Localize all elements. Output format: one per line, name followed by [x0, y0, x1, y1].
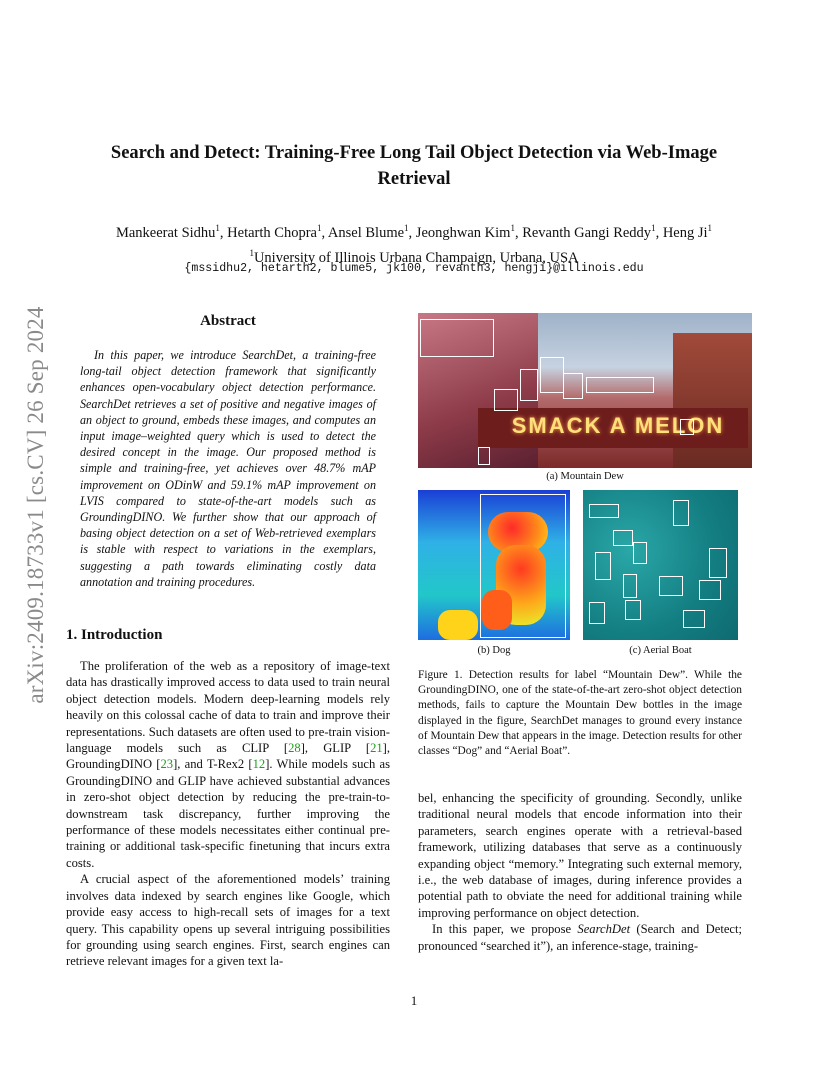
detection-box [673, 500, 689, 526]
detection-box [625, 600, 641, 620]
detection-box [623, 574, 637, 598]
figure-image-mountain-dew [418, 313, 752, 468]
subcaption-dog: (b) Dog [477, 645, 511, 656]
intro-paragraph-3: bel, enhancing the specificity of grounding. Secondly, unlike traditional neural models that encode information into their parameters, search engines operate with a retrieval-based framework, utilizing databases that serve as a continuously expanding object “memory.” Integrating such external memory, i.e., the web database of images, during inference provides a potential path to obviate the need for additional training while improving performance on object detection. [418, 791, 742, 920]
author-block [40, 218, 788, 268]
arxiv-stamp [6, 285, 66, 725]
detection-box [478, 447, 490, 465]
title-line-2: Retrieval [377, 169, 451, 189]
detection-box [586, 377, 654, 393]
figure-caption: Figure 1. Detection results for label “Mountain Dew”. While the GroundingDINO, one of the state-of-the-art zero-shot object detection methods, fails to capture the Mountain Dew bottles in the image displayed in the figure, SearchDet manages to ground every instance of Mountain Dew that appears in the image. Detection results for other classes “Dog” and “Aerial Boat”. [418, 669, 742, 758]
detection-box [480, 494, 566, 638]
detection-box [520, 369, 538, 401]
detection-box [699, 580, 721, 600]
detection-box [494, 389, 518, 411]
intro-right-column [418, 790, 742, 954]
intro-left-column [66, 658, 390, 970]
subcaption-mountain-dew: (a) Mountain Dew [546, 471, 624, 482]
detection-box [589, 602, 605, 624]
title-line-1: Search and Detect: Training-Free Long Tail Object Detection via Web-Image [110, 143, 718, 163]
detection-box [563, 373, 583, 399]
detection-box [659, 576, 683, 596]
arxiv-stamp-text: arXiv:2409.18733v1 [cs.CV] 26 Sep 2024 [23, 306, 48, 704]
intro-paragraph-1: The proliferation of the web as a repository of image-text data has drastically improved access to data used to train neural object detection models. Modern deep-learning models rely heavily on this colossal cache of data to train and improve their representations. Such datasets are often used to pre-train vision-language models such as CLIP [28], GLIP [21], GroundingDINO [23], and T-Rex2 [12]. While models such as GroundingDINO and GLIP have achieved substantial advances in zero-shot object detection by reducing the pre-train-to-downstream task discrepancy, further improving the performance of these models necessitates either continual pre-training or additional task-specific finetuning that incurs extra costs. [66, 659, 390, 870]
citation-28[interactable]: 28 [288, 741, 301, 756]
detection-box [680, 419, 694, 435]
citation-21[interactable]: 21 [370, 741, 383, 756]
citation-23[interactable]: 23 [160, 757, 174, 772]
author-emails: {mssidhu2, hetarth2, blume5, jk100, revanth3, hengji}@illinois.edu [184, 262, 644, 275]
sign-text: SMACK A MELON [511, 413, 725, 438]
intro-paragraph-2: A crucial aspect of the aforementioned models’ training involves data indexed by search engines like Google, which provide easy access to high-recall sets of images for a text query. This capability opens up several intriguing possibilities for grounding using search engines. First, search engines can retrieve relevant images for a given text la- [66, 872, 390, 969]
author-names: Mankeerat Sidhu$^1$, Hetarth Chopra$^1$, Ansel Blume$^1$, Jeonghwan Kim$^1$, Revanth Gangi Reddy$^1$, Heng Ji$^1$ [115, 223, 713, 241]
author-affiliation: $^1$University of Illinois Urbana Champaign, Urbana, USA [249, 247, 579, 266]
figure-image-dog [418, 490, 570, 640]
intro-heading: 1. Introduction [66, 627, 163, 643]
detection-box [540, 357, 564, 393]
detection-box [613, 530, 633, 546]
detection-box [633, 542, 647, 564]
intro-paragraph-4: In this paper, we propose SearchDet (Search and Detect; pronounced “searched it”), an inference-stage, training- [418, 922, 742, 953]
abstract-heading: Abstract [200, 313, 256, 329]
paper-title [60, 140, 768, 192]
page-number: 1 [410, 993, 418, 1008]
detection-box [420, 319, 494, 357]
detection-box [709, 548, 727, 578]
subcaption-aerial-boat: (c) Aerial Boat [629, 645, 692, 656]
citation-12[interactable]: 12 [252, 757, 266, 772]
detection-box [683, 610, 705, 628]
figure-image-aerial-boat [583, 490, 738, 640]
detection-box [595, 552, 611, 580]
abstract-text: In this paper, we introduce SearchDet, a training-free long-tail object detection framework that significantly enhances open-vocabulary object detection performance. SearchDet retrieves a set of positive and negative images of an object to ground, embeds these images, and computes an input image–weighted query which is used to detect the desired concept in the image. Our proposed method is simple and training-free, yet achieves over 48.7% mAP improvement on ODinW and 59.1% mAP improvement on LVIS compared to state-of-the-art models such as GroundingDINO. We further show that our approach of basing object detection on a set of Web-retrieved exemplars is stable with respect to variations in the exemplars, suggesting a path towards eliminating costly data annotation and training procedures. [80, 348, 376, 589]
detection-box [589, 504, 619, 518]
